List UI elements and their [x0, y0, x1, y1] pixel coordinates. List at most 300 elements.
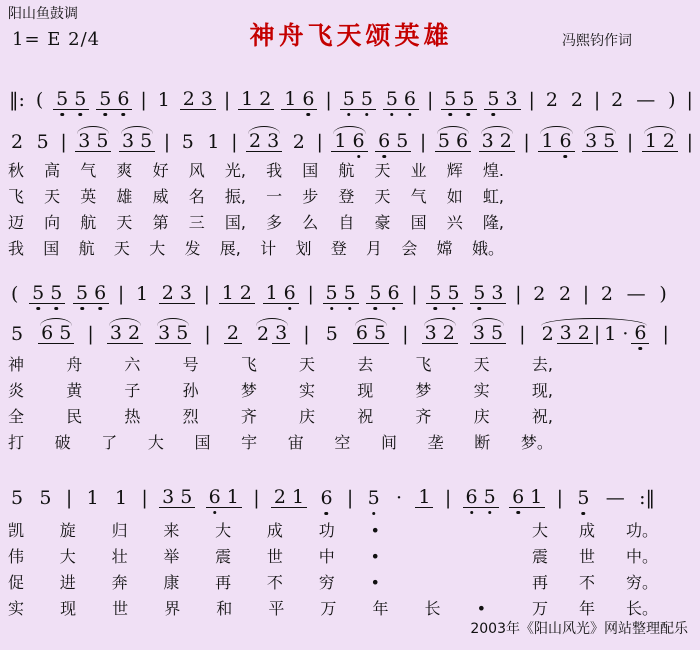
lyric-syllable: 航 — [338, 161, 355, 180]
note-group — [514, 285, 522, 304]
bar-line: | — [411, 283, 418, 305]
slur-note-group — [422, 324, 458, 344]
lyric-syllable: 归 — [111, 521, 128, 540]
lyric-syllable: 功 — [318, 521, 335, 540]
note: 3 — [177, 284, 195, 304]
note: 2 — [440, 324, 458, 344]
note-group — [86, 325, 94, 344]
lyric-row — [8, 404, 553, 430]
lyric-syllable: 炎 — [8, 381, 25, 400]
lyric-syllable: 天 — [44, 187, 61, 206]
note: 3 — [422, 324, 440, 344]
lyric-syllable: 现, — [531, 381, 553, 400]
note-group — [29, 284, 65, 304]
bar-line: | — [523, 131, 530, 153]
note: 1 — [263, 284, 281, 304]
bar-line: | — [626, 131, 634, 153]
lyric-syllable: 年 — [372, 599, 389, 618]
note: 2 — [545, 89, 558, 111]
lyric-syllable: 现 — [60, 599, 77, 618]
lyric-syllable: 现 — [357, 381, 374, 400]
lyric-syllable: 国 — [194, 433, 211, 452]
bar-line: | — [140, 89, 147, 111]
note-group — [315, 133, 323, 152]
bar-line: | — [515, 283, 522, 305]
note: 5 — [481, 488, 499, 508]
note: 1 — [642, 132, 660, 152]
note-group — [665, 91, 678, 110]
lyric-left-group — [8, 549, 380, 565]
bar-line: | — [593, 323, 601, 345]
bar-line: ‖: — [9, 89, 25, 111]
note: 5 — [470, 284, 488, 304]
lyric-syllable: 民 — [66, 407, 83, 426]
lyric-syllable: 和 — [216, 599, 233, 618]
lyric-syllable: 去 — [357, 355, 374, 374]
note: 6 — [206, 488, 224, 508]
note: 5 — [600, 132, 618, 152]
note-group — [96, 90, 132, 110]
note-group — [633, 91, 658, 110]
note: 2 — [256, 90, 274, 110]
note: 2 — [180, 90, 198, 110]
lyric-syllable: 梦 — [415, 381, 432, 400]
note: 5 — [393, 132, 411, 152]
note: 2 — [660, 132, 678, 152]
lyric-syllable: 宇 — [241, 433, 258, 452]
lyric-syllable: 飞 — [415, 355, 432, 374]
note: ( — [11, 283, 19, 305]
note: — — [626, 283, 646, 305]
lyric-syllable: 虹, — [482, 187, 504, 206]
note-group — [65, 489, 73, 508]
lyric-syllable: 长。 — [625, 599, 658, 618]
lyric-syllable: 气 — [80, 161, 97, 180]
lyric-syllable: 大 — [215, 521, 232, 540]
note: 6 — [299, 90, 317, 110]
note: 5 — [181, 131, 194, 153]
note: 3 — [272, 324, 290, 344]
note: 2 — [224, 324, 242, 344]
lyric-row — [8, 570, 660, 596]
lyric-syllable: 震 — [532, 547, 549, 566]
note: 5 — [173, 324, 191, 344]
lyric-row — [8, 544, 660, 570]
bar-line: | — [253, 487, 260, 509]
bar-line: | — [303, 323, 310, 345]
note-group — [626, 133, 634, 152]
lyric-syllable: 年 — [578, 599, 595, 618]
lyric-syllable: 成 — [578, 521, 595, 540]
note: 2 — [559, 283, 572, 305]
note-group — [180, 90, 216, 110]
note-group — [219, 284, 255, 304]
key-time-signature: 1= E 2/4 — [12, 28, 101, 50]
note: 2 — [246, 132, 264, 152]
note: 5 — [365, 489, 383, 508]
lyric-syllable: 飞 — [240, 355, 257, 374]
note: 1 — [219, 284, 237, 304]
note: 5 — [11, 487, 24, 509]
lyric-syllable: 光, — [224, 161, 246, 180]
note-group — [383, 90, 419, 110]
note: 2 — [533, 283, 546, 305]
lyric-syllable: 航 — [80, 213, 97, 232]
bar-line: | — [203, 283, 211, 305]
lyric-syllable: 发 — [184, 239, 201, 258]
bar-line: | — [686, 131, 693, 153]
note: 6 — [350, 132, 368, 152]
note-group — [556, 285, 574, 304]
note-group — [223, 91, 231, 110]
lyric-syllable: 去, — [531, 355, 553, 374]
note-group — [8, 489, 26, 508]
slur-note-group — [38, 324, 74, 344]
slur-note-group — [479, 132, 515, 152]
slur-note-group — [353, 324, 389, 344]
note-group — [8, 285, 21, 304]
note: — — [605, 487, 625, 509]
note: 2 — [575, 324, 593, 344]
note: 6 — [453, 132, 471, 152]
note: 1 — [281, 90, 299, 110]
note: 5 — [177, 488, 195, 508]
note-group — [252, 489, 260, 508]
slur-note-group — [538, 132, 574, 152]
lyric-syllable: 平 — [268, 599, 285, 618]
slur-note-group — [75, 132, 111, 152]
note: 5 — [441, 90, 459, 110]
note-group — [271, 488, 307, 508]
note: 6 — [463, 488, 481, 508]
lyric-syllable: 梦。 — [520, 433, 553, 452]
lyric-syllable: 天 — [374, 161, 391, 180]
lyric-syllable: 秋 — [8, 161, 25, 180]
note: 5 — [71, 90, 89, 110]
slur-note-group — [119, 132, 155, 152]
note: 2 — [611, 89, 624, 111]
bar-line: | — [402, 323, 409, 345]
music-line-2 — [8, 120, 694, 152]
note: 5 — [73, 284, 91, 304]
lyric-syllable: 促 — [8, 573, 25, 592]
note-group — [662, 325, 670, 344]
lyric-syllable: 气 — [410, 187, 427, 206]
note: 5 — [358, 90, 376, 110]
note-group — [598, 285, 616, 304]
header — [8, 6, 694, 64]
note-group — [624, 285, 649, 304]
lyric-row — [8, 352, 553, 378]
lyric-syllable: 世 — [112, 599, 129, 618]
note-group — [470, 284, 506, 304]
note: 1 — [86, 487, 99, 509]
note: 3 — [264, 132, 282, 152]
lyric-row — [8, 184, 504, 210]
note: 5 — [366, 284, 384, 304]
lyric-syllable: 万 — [532, 599, 549, 618]
note: 2 — [125, 324, 143, 344]
lyric-syllable: 天 — [473, 355, 490, 374]
note: 6 — [281, 284, 299, 304]
note: 2 — [541, 323, 554, 345]
slur-note-group — [331, 132, 367, 152]
tune-name: 阳山鱼鼓调 — [8, 6, 78, 22]
note-group — [302, 325, 310, 344]
lyric-dot: • — [370, 521, 380, 540]
lyric-syllable: 娥。 — [471, 239, 504, 258]
note: 5 — [96, 90, 114, 110]
lyric-syllable: 中 — [318, 547, 335, 566]
note: 5 — [53, 90, 71, 110]
lyric-syllable: 三 — [188, 213, 205, 232]
lyric-syllable: 全 — [8, 407, 25, 426]
lyric-syllable: 实 — [299, 381, 316, 400]
lyric-syllable: 威 — [152, 187, 169, 206]
note: 3 — [488, 284, 506, 304]
verse-2-lyrics — [8, 352, 694, 456]
lyric-syllable: 辉 — [446, 161, 463, 180]
lyric-syllable: 天 — [299, 355, 316, 374]
lyric-syllable: 爽 — [116, 161, 133, 180]
lyric-syllable: 再 — [215, 573, 232, 592]
lyric-left-group — [8, 523, 380, 539]
lyric-syllable: 世 — [266, 547, 283, 566]
note: 1 — [527, 488, 545, 508]
music-line-1 — [8, 78, 694, 110]
note-group — [484, 90, 520, 110]
bar-line: | — [163, 131, 171, 153]
lyric-syllable: 号 — [182, 355, 199, 374]
note-group — [133, 285, 151, 304]
lyric-row — [8, 236, 504, 262]
lyric-syllable: 第 — [152, 213, 169, 232]
lyric-syllable: 奔 — [111, 573, 128, 592]
note-group — [281, 90, 317, 110]
verse-1-lyrics — [8, 158, 694, 262]
note: 6 — [631, 324, 649, 344]
lyric-syllable: 月 — [366, 239, 383, 258]
lyric-row — [8, 158, 504, 184]
lyric-syllable: 空 — [334, 433, 351, 452]
note: · — [622, 323, 629, 345]
bar-line: | — [204, 323, 211, 345]
note: 1 — [224, 488, 242, 508]
note: 5 — [39, 487, 52, 509]
note-group — [73, 284, 109, 304]
note-group — [527, 91, 535, 110]
note-group — [685, 91, 693, 110]
slur-note-group — [642, 132, 678, 152]
note: 3 — [479, 132, 497, 152]
bar-line: | — [556, 487, 563, 509]
bar-line: | — [419, 131, 427, 153]
note: 5 — [36, 131, 49, 153]
note-group — [441, 90, 477, 110]
note: · — [396, 487, 403, 509]
note: 3 — [107, 324, 125, 344]
lyric-syllable: 不 — [266, 573, 283, 592]
song-title: 神舟飞天颂英雄 — [249, 21, 453, 50]
lyric-syllable: 自 — [338, 213, 355, 232]
note-group — [306, 285, 314, 304]
note-group — [574, 489, 592, 508]
note-group — [8, 325, 26, 344]
note-group — [8, 133, 26, 152]
lyric-right-group — [532, 523, 658, 539]
note-group — [365, 489, 383, 508]
bar-line: :‖ — [639, 487, 655, 509]
lyric-syllable: 子 — [124, 381, 141, 400]
note-group — [53, 90, 89, 110]
note: 3 — [159, 488, 177, 508]
note: 5 — [459, 90, 477, 110]
note: 3 — [470, 324, 488, 344]
note: 2 — [11, 131, 24, 153]
lyric-syllable: 热 — [124, 407, 141, 426]
lyric-syllable: 了 — [101, 433, 118, 452]
lyric-syllable: 祝 — [357, 407, 374, 426]
note-group — [444, 489, 452, 508]
lyric-syllable: 成 — [266, 521, 283, 540]
note: 1 — [115, 487, 128, 509]
note: 5 — [426, 284, 444, 304]
note: 6 — [38, 324, 56, 344]
lyric-right-group — [532, 601, 658, 617]
note: 5 — [29, 284, 47, 304]
note: 6 — [509, 488, 527, 508]
lyric-syllable: 划 — [295, 239, 312, 258]
note-group — [230, 133, 238, 152]
note: ( — [35, 89, 44, 111]
lyric-dot: • — [370, 547, 380, 566]
lyric-dot: • — [476, 599, 486, 618]
bar-line: | — [346, 487, 354, 509]
lyric-syllable: 来 — [163, 521, 180, 540]
note-group — [509, 488, 545, 508]
lyric-syllable: 大 — [149, 239, 166, 258]
note-group — [463, 488, 499, 508]
lyric-syllable: 齐 — [240, 407, 257, 426]
note-group — [582, 285, 590, 304]
lyric-syllable: 计 — [260, 239, 277, 258]
lyric-syllable: 展, — [219, 239, 241, 258]
lyric-syllable: 好 — [152, 161, 169, 180]
music-line-5 — [8, 476, 656, 508]
lyric-syllable: 实 — [473, 381, 490, 400]
slur-note-group — [246, 132, 282, 152]
lyric-syllable: 大 — [147, 433, 164, 452]
note: 6 — [375, 132, 393, 152]
lyric-syllable: 祝, — [531, 407, 553, 426]
lyric-syllable: 齐 — [415, 407, 432, 426]
note-group — [323, 325, 341, 344]
lyric-dot: • — [370, 573, 380, 592]
note: 6 — [556, 132, 574, 152]
note: 2 — [570, 89, 583, 111]
note-group — [556, 489, 564, 508]
note: 5 — [435, 132, 453, 152]
lyric-syllable: 庆 — [473, 407, 490, 426]
lyric-syllable: 航 — [78, 239, 95, 258]
note: 3 — [582, 132, 600, 152]
lyric-syllable: 中。 — [625, 547, 658, 566]
lyric-syllable: 穷 — [318, 573, 335, 592]
bar-line: | — [426, 89, 434, 111]
note-group — [543, 91, 561, 110]
note: 1 — [538, 132, 556, 152]
lyric-row — [8, 210, 504, 236]
lyric-syllable: 天 — [113, 239, 130, 258]
lyric-syllable: 再 — [532, 573, 549, 592]
lyric-syllable: 煌. — [482, 161, 504, 180]
lyric-syllable: 舟 — [66, 355, 83, 374]
lyric-row — [8, 518, 660, 544]
lyric-syllable: 举 — [163, 547, 180, 566]
slur-note-group — [582, 132, 618, 152]
note: 2 — [257, 323, 270, 345]
note: 1 — [331, 132, 349, 152]
note-group — [33, 91, 46, 110]
note-group — [530, 285, 548, 304]
note: 3 — [502, 90, 520, 110]
verse-3-lyrics — [8, 518, 694, 622]
note: 6 — [91, 284, 109, 304]
note-group — [203, 285, 211, 304]
lyric-syllable: 破 — [54, 433, 71, 452]
lyric-syllable: 高 — [44, 161, 61, 180]
slur-note-group — [107, 324, 143, 344]
note: 5 — [47, 284, 65, 304]
bar-line: | — [307, 283, 314, 305]
note: 2 — [271, 488, 289, 508]
lyric-right-group — [532, 575, 658, 591]
note-group — [224, 324, 242, 344]
note-group — [324, 91, 332, 110]
note: 2 — [600, 283, 613, 305]
note: 1 — [289, 488, 307, 508]
bar-line: | — [662, 323, 669, 345]
note: 6 — [385, 284, 403, 304]
note: 3 — [198, 90, 216, 110]
lyric-syllable: 豪 — [374, 213, 391, 232]
note: 1 — [604, 323, 617, 345]
note-group — [593, 91, 601, 110]
lyric-syllable: 国 — [43, 239, 60, 258]
note-group — [163, 133, 171, 152]
note: 3 — [155, 324, 173, 344]
lyric-row — [8, 378, 553, 404]
note: 5 — [444, 284, 462, 304]
bar-line: | — [60, 131, 67, 153]
bar-line: | — [316, 131, 323, 153]
note-group — [206, 488, 242, 508]
note: 3 — [557, 324, 575, 344]
note-group — [393, 489, 405, 508]
lyric-syllable: 实 — [8, 599, 25, 618]
bar-line: | — [686, 89, 693, 111]
bar-line: | — [141, 487, 148, 509]
lyric-syllable: 我 — [266, 161, 283, 180]
note: 2 — [292, 131, 305, 153]
slur-note-group — [539, 324, 650, 344]
lyric-syllable: 国 — [410, 213, 427, 232]
lyric-syllable: 旋 — [59, 521, 76, 540]
bar-line: | — [528, 89, 535, 111]
lyric-syllable: 天 — [374, 187, 391, 206]
note: ) — [668, 89, 676, 111]
note-group — [603, 489, 628, 508]
